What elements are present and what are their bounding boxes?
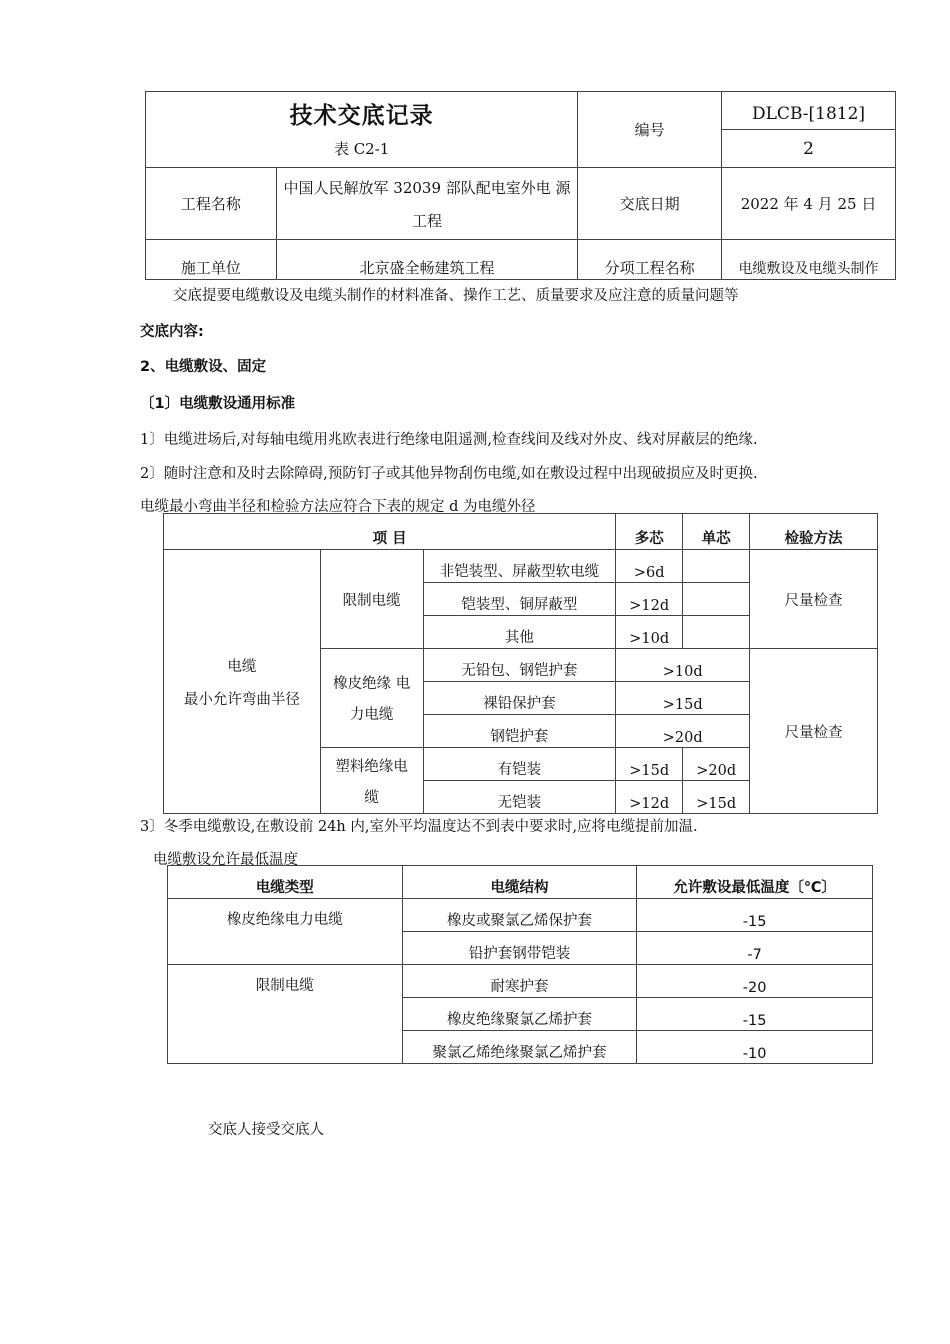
- row-type: 无铅包、钢铠护套: [423, 649, 616, 682]
- row-structure: 聚氯乙烯绝缘聚氯乙烯护套: [402, 1031, 637, 1064]
- row-single: [683, 550, 750, 583]
- code-value-2: 2: [722, 130, 896, 168]
- row-temp: -7: [637, 932, 873, 965]
- header-item: 项 目: [164, 514, 616, 550]
- method-1: 尺量检查: [750, 550, 878, 649]
- group-rubber-line-2: 力电缆: [349, 707, 394, 723]
- code-label: 编号: [578, 92, 722, 168]
- project-value: [276, 168, 578, 240]
- row-type: 其他: [423, 616, 616, 649]
- bend-main-label-1: 电缆: [227, 658, 257, 675]
- header-single-core: 单芯: [683, 514, 750, 550]
- group-rubber-line-1: 橡皮绝缘 电: [333, 676, 411, 692]
- row-type: 有铠装: [423, 748, 616, 781]
- record-header-table: [145, 91, 896, 280]
- row-temp: -10: [637, 1031, 873, 1064]
- row-multi: >10d: [616, 616, 683, 649]
- row-structure: 橡皮或聚氯乙烯保护套: [402, 899, 637, 932]
- row-type: 无铠装: [423, 781, 616, 814]
- type-rubber-power: 橡皮绝缘电力电缆: [168, 899, 403, 965]
- min-temperature-table: [167, 865, 873, 1064]
- content-heading: 交底内容:: [140, 324, 204, 340]
- row-type: 钢铠护套: [423, 715, 616, 748]
- row-type: 铠装型、铜屏蔽型: [423, 583, 616, 616]
- row-type: 裸铅保护套: [423, 682, 616, 715]
- type-restricted-cable: 限制电缆: [168, 965, 403, 1064]
- row-temp: -20: [637, 965, 873, 998]
- group-rubber-power-cable: [320, 649, 423, 748]
- row-structure: 橡皮绝缘聚氯乙烯护套: [402, 998, 637, 1031]
- project-value-line-1: 中国人民解放军 32039 部队配电室外电 源: [283, 178, 571, 197]
- group-restricted-cable: 限制电缆: [320, 550, 423, 649]
- method-2: 尺量检查: [750, 649, 878, 814]
- temp-table-intro: 电缆敷设允许最低温度: [153, 852, 298, 868]
- header-min-temp: 允许敷设最低温度〔℃〕: [637, 866, 873, 899]
- date-label: 交底日期: [578, 168, 722, 240]
- group-plastic-cable: [320, 748, 423, 814]
- row-multi: >12d: [616, 583, 683, 616]
- signature-line: 交底人接受交底人: [208, 1122, 324, 1138]
- item-2: 2〕随时注意和及时去除障碍,预防钉子或其他异物刮伤电缆,如在敷设过程中出现破损应及时更换.: [140, 466, 758, 482]
- header-inspection: 检验方法: [750, 514, 878, 550]
- group-plastic-line-1: 塑料绝缘电: [335, 758, 408, 775]
- row-type: 非铠装型、屏蔽型软电缆: [423, 550, 616, 583]
- bend-table-intro: 电缆最小弯曲半径和检验方法应符合下表的规定 d 为电缆外径: [140, 499, 536, 515]
- section-heading: 2、电缆敷设、固定: [140, 359, 267, 375]
- row-single: [683, 583, 750, 616]
- header-cable-structure: 电缆结构: [402, 866, 637, 899]
- subitem-value: 电缆敷设及电缆头制作: [722, 240, 896, 280]
- row-temp: -15: [637, 998, 873, 1031]
- page-title: 技术交底记录: [289, 102, 434, 129]
- row-multi: >6d: [616, 550, 683, 583]
- row-multi: >15d: [616, 748, 683, 781]
- bend-radius-table: [163, 513, 878, 814]
- row-temp: -15: [637, 899, 873, 932]
- item-1: 1〕电缆进场后,对每轴电缆用兆欧表进行绝缘电阻遥测,检查线间及线对外皮、线对屏蔽层的绝缘.: [140, 432, 758, 448]
- header-multi-core: 多芯: [616, 514, 683, 550]
- row-both: >15d: [616, 682, 750, 715]
- row-single: >20d: [683, 748, 750, 781]
- row-both: >10d: [616, 649, 750, 682]
- group-plastic-line-2: 缆: [364, 789, 379, 806]
- bend-main-label-2: 最小允许弯曲半径: [183, 691, 300, 708]
- row-structure: 耐寒护套: [402, 965, 637, 998]
- form-number: 表 C2-1: [333, 139, 390, 158]
- date-value: 2022 年 4 月 25 日: [722, 168, 896, 240]
- contractor-label: 施工单位: [146, 240, 277, 280]
- contractor-value: 北京盛全畅建筑工程: [276, 240, 578, 280]
- row-both: >20d: [616, 715, 750, 748]
- subitem-label: 分项工程名称: [578, 240, 722, 280]
- item-3: 3〕冬季电缆敷设,在敷设前 24h 内,室外平均温度达不到表中要求时,应将电缆提前加温.: [140, 819, 698, 835]
- subsection-heading: 〔1〕电缆敷设通用标准: [140, 396, 296, 412]
- project-value-line-2: 工程: [412, 211, 443, 230]
- bend-main-label: [164, 550, 321, 814]
- header-cable-type: 电缆类型: [168, 866, 403, 899]
- row-multi: >12d: [616, 781, 683, 814]
- title-cell: [146, 92, 578, 168]
- row-structure: 铅护套钢带铠装: [402, 932, 637, 965]
- code-value-1: DLCB-[1812]: [722, 92, 896, 130]
- project-label: 工程名称: [146, 168, 277, 240]
- row-single: >15d: [683, 781, 750, 814]
- row-single: [683, 616, 750, 649]
- summary-text: 交底提要电缆敷设及电缆头制作的材料准备、操作工艺、质量要求及应注意的质量问题等: [173, 288, 739, 304]
